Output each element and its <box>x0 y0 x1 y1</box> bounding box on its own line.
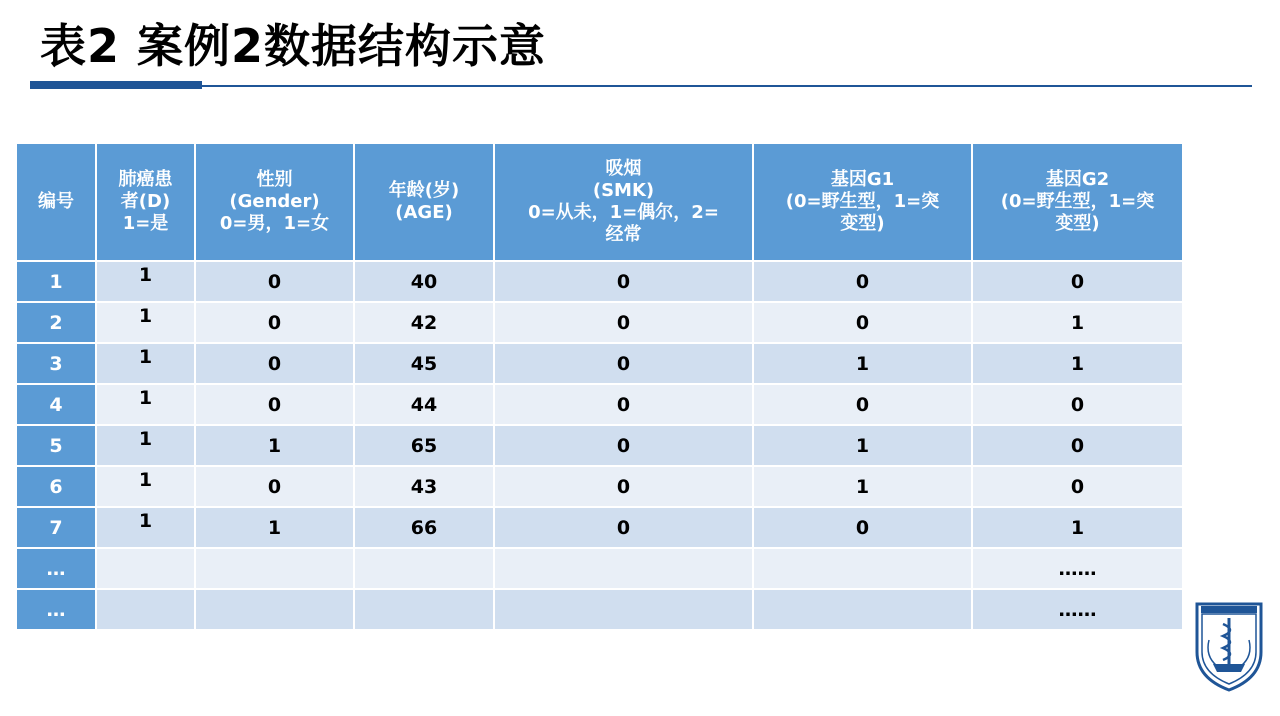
table-cell: 0 <box>972 384 1183 425</box>
university-emblem-logo <box>1193 600 1265 692</box>
column-header-line: 变型) <box>840 213 885 234</box>
table-cell: 0 <box>972 261 1183 302</box>
table-cell: 0 <box>494 466 753 507</box>
row-id-cell: 3 <box>16 343 96 384</box>
table-cell: 43 <box>354 466 494 507</box>
table-row <box>16 261 1183 302</box>
column-header-line: 肺癌患 <box>118 169 173 190</box>
data-structure-table <box>15 142 1184 631</box>
table-row <box>16 548 1183 589</box>
table-body <box>16 261 1183 630</box>
table-cell: 0 <box>494 425 753 466</box>
column-header-2 <box>195 143 354 261</box>
table-cell: 1 <box>96 302 195 343</box>
table-cell <box>195 589 354 630</box>
table-cell: 40 <box>354 261 494 302</box>
table-cell: 1 <box>96 425 195 466</box>
column-header-line: 编号 <box>38 191 74 212</box>
column-header-line: (0=野生型，1=突 <box>785 191 940 212</box>
row-id-cell: … <box>16 589 96 630</box>
table-row <box>16 589 1183 630</box>
table-cell: 1 <box>753 343 972 384</box>
column-header-line: (0=野生型，1=突 <box>1000 191 1155 212</box>
column-header-line: 0=男，1=女 <box>219 213 330 234</box>
column-header-line: 0=从未，1=偶尔，2= <box>528 202 719 223</box>
table-row <box>16 302 1183 343</box>
table-cell: 0 <box>753 384 972 425</box>
table-cell: 1 <box>96 384 195 425</box>
table-cell <box>753 548 972 589</box>
table-cell: 1 <box>96 261 195 302</box>
table-cell: 1 <box>96 507 195 548</box>
title-underline <box>202 85 1252 87</box>
column-header-line: 者(D) <box>120 191 171 212</box>
column-header-line: (AGE) <box>395 202 453 223</box>
column-header-3 <box>354 143 494 261</box>
column-header-5 <box>753 143 972 261</box>
row-id-cell: 7 <box>16 507 96 548</box>
row-id-cell: 6 <box>16 466 96 507</box>
table-cell: 0 <box>753 507 972 548</box>
table-cell: 0 <box>494 343 753 384</box>
column-header-1 <box>96 143 195 261</box>
table-cell: 1 <box>96 466 195 507</box>
table-cell <box>195 548 354 589</box>
row-id-cell: 4 <box>16 384 96 425</box>
table-cell: 0 <box>494 507 753 548</box>
table-cell: 1 <box>96 343 195 384</box>
table-cell <box>354 548 494 589</box>
table-cell: 0 <box>753 261 972 302</box>
table-cell: 1 <box>195 507 354 548</box>
table-cell: 44 <box>354 384 494 425</box>
table-cell: …… <box>972 589 1183 630</box>
row-id-cell: 5 <box>16 425 96 466</box>
table-cell <box>753 589 972 630</box>
slide-title: 表2 案例2数据结构示意 <box>40 19 547 73</box>
table-cell: 0 <box>494 261 753 302</box>
table-cell: 1 <box>972 302 1183 343</box>
table-cell: 1 <box>753 425 972 466</box>
table-row <box>16 507 1183 548</box>
table-cell <box>494 548 753 589</box>
table-cell: 65 <box>354 425 494 466</box>
table-cell: 1 <box>195 425 354 466</box>
table-cell: 0 <box>195 466 354 507</box>
table-cell <box>354 589 494 630</box>
column-header-line: 吸烟 <box>605 158 642 179</box>
column-header-line: 变型) <box>1055 213 1100 234</box>
column-header-line: 基因G1 <box>830 169 895 190</box>
table-cell: 42 <box>354 302 494 343</box>
column-header-line: 经常 <box>605 224 642 245</box>
table-header-row <box>16 143 1183 261</box>
column-header-line: 年龄(岁) <box>388 180 460 201</box>
table-cell: 1 <box>753 466 972 507</box>
table-cell: 0 <box>195 261 354 302</box>
table-cell <box>96 589 195 630</box>
table-cell: 0 <box>195 302 354 343</box>
column-header-line: 性别 <box>256 169 293 190</box>
table-cell: 0 <box>195 384 354 425</box>
table-row <box>16 343 1183 384</box>
table-cell: 1 <box>972 343 1183 384</box>
column-header-4 <box>494 143 753 261</box>
column-header-0 <box>16 143 96 261</box>
title-underline-accent <box>30 81 202 89</box>
table-row <box>16 384 1183 425</box>
row-id-cell: … <box>16 548 96 589</box>
table-cell: 0 <box>972 466 1183 507</box>
table-cell: …… <box>972 548 1183 589</box>
table-cell: 0 <box>494 302 753 343</box>
column-header-line: 1=是 <box>122 213 169 234</box>
table-cell: 1 <box>972 507 1183 548</box>
column-header-line: (Gender) <box>229 191 320 212</box>
table-cell <box>96 548 195 589</box>
row-id-cell: 1 <box>16 261 96 302</box>
table-cell: 0 <box>972 425 1183 466</box>
column-header-line: 基因G2 <box>1045 169 1110 190</box>
table-cell: 0 <box>494 384 753 425</box>
table-cell: 45 <box>354 343 494 384</box>
table-cell: 0 <box>195 343 354 384</box>
table-cell <box>494 589 753 630</box>
column-header-6 <box>972 143 1183 261</box>
table-row <box>16 466 1183 507</box>
column-header-line: (SMK) <box>592 180 655 201</box>
row-id-cell: 2 <box>16 302 96 343</box>
table-cell: 66 <box>354 507 494 548</box>
table-row <box>16 425 1183 466</box>
table-cell: 0 <box>753 302 972 343</box>
